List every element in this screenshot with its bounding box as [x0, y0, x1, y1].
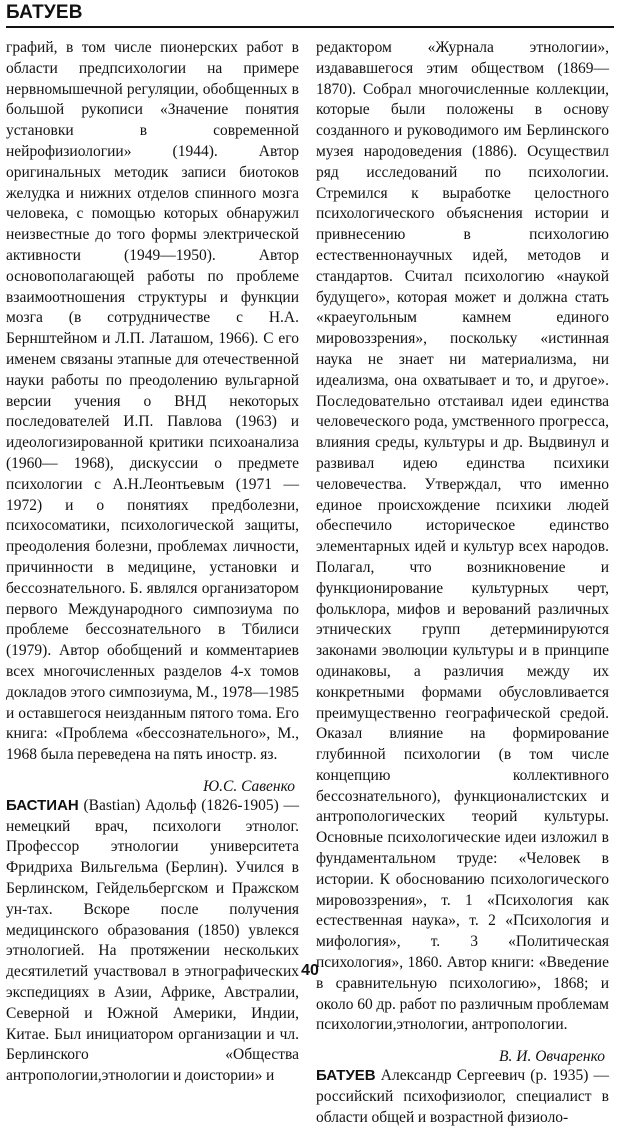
header-rule	[6, 26, 614, 28]
entry-text: Александр Сергеевич (р. 1935) — российский психофизиолог, специалист в области общей и возрастной физиоло-	[316, 1067, 609, 1126]
author-signature: В. И. Овчаренко	[499, 1048, 605, 1066]
author-signature: Ю.С. Савенко	[203, 777, 295, 795]
entry-text: (Bastian) Адольф (1826-1905) — немецкий врач, психологи этнолог. Профессор этнологии университета Фридриха Вильгельма (Берлин). Учился в Берлинском, Гейдельбергском и Пражском ун-тах. Вскоре после получения медицинского образования (1850) увлекся этнологией. На протяжении нескольких десятилетий участвовал в этнографических экспедициях в Азии, Африке, Австралии, Северной и Южной Америки, Индии, Китае. Был инициатором организации и чл. Берлинского «Общества антропологии,этнологии и доистории» и	[6, 796, 299, 1085]
left-column	[6, 38, 299, 1087]
entry-headword: БАСТИАН	[6, 796, 79, 814]
entry-headword: БАТУЕВ	[316, 1067, 376, 1085]
running-header: БАТУЕВ	[6, 2, 83, 23]
bastian-entry-continuation: редактором «Журнала этнологии», издававшегося этим обществом (1869—1870). Собрал многочисленные коллекции, которые были положены в основу созданного и руководимого им Берлинского музея народоведения (1886). Осуществил ряд исследований по психологии. Стремился к выработке целостного психологического объяснения истории и привнесению в психологию естественнонаучных идей, методов и стандартов. Считал психологию «наукой будущего», которая может и должна стать «краеугольным камнем единого мировоззрения», поскольку «истинная наука не знает ни материализма, ни идеализма, она охватывает и то, и другое». Последовательно отстаивал идеи единства человеческого рода, умственного прогресса, влияния среды, культуры и др. Выдвинул и развивал идею единства психики человечества. Утверждал, что именно единое происхождение психики людей обеспечило историческое единство элементарных идей и культур всех народов. Полагал, что возникновение и функционирование культурных черт, фольклора, мифов и верований различных этнических групп детерминируются законами эволюции культуры и в принципе одинаковы, а различия между их конкретными формами обусловливается преимущественно географической средой. Оказал влияние на формирование глубинной психологии (в том числе концепцию коллективного бессознательного), функционалистских и антропологических теорий культуры. Основные психологические идеи изложил в фундаментальном труде: «Человек в истории. К обоснованию психологического мировоззрения», т. 1 «Психология как естественная наука», т. 2 «Психология и мифология», т. 3 «Политическая психология», 1860. Автор книги: «Введение в сравнительную психологию», 1868; и около 60 др. работ по различным проблемам психологии,этнологии, антропологии.	[316, 39, 609, 1034]
bastian-entry	[6, 796, 299, 1087]
page-number: 40	[301, 962, 319, 979]
batuev-entry	[316, 1066, 609, 1128]
batuev-entry-continuation: графий, в том числе пионерских работ в области предпсихологии на примере нервномышечной регуляции, обобщенных в большой рукописи «Значение понятия установки в современной нейрофизиологии» (1944). Автор оригинальных методик записи биотоков желудка и нижних отделов спинного мозга человека, с помощью которых обнаружил неизвестные до того формы электрической активности (1949—1950). Автор основополагающей работы по проблеме взаимоотношения структуры и функции мозга (в сотрудничестве с Н.А. Бернштейном и Л.П. Латашом, 1966). С его именем связаны этапные для отечественной науки работы по преодолению вульгарной версии учения о ВНД некоторых последователей И.П. Павлова (1963) и идеологизированной критики психоанализа (1960— 1968), дискуссии о предмете психологии с А.Н.Леонтьевым (1971 — 1972) и о понятиях предболезни, психосоматики, психологической защиты, преодоления болезни, проблемах личности, причинности в медицине, установки и бессознательного. Б. являлся организатором первого Международного симпозиума по проблеме бессознательного в Тбилиси (1979). Автор обобщений и комментариев всех многочисленных разделов 4-х томов докладов этого симпозиума, М., 1978—1985 и оставшегося неизданным пятого тома. Его книга: «Проблема «бессознательного», М., 1968 была переведена на пять иностр. яз.	[6, 39, 299, 764]
